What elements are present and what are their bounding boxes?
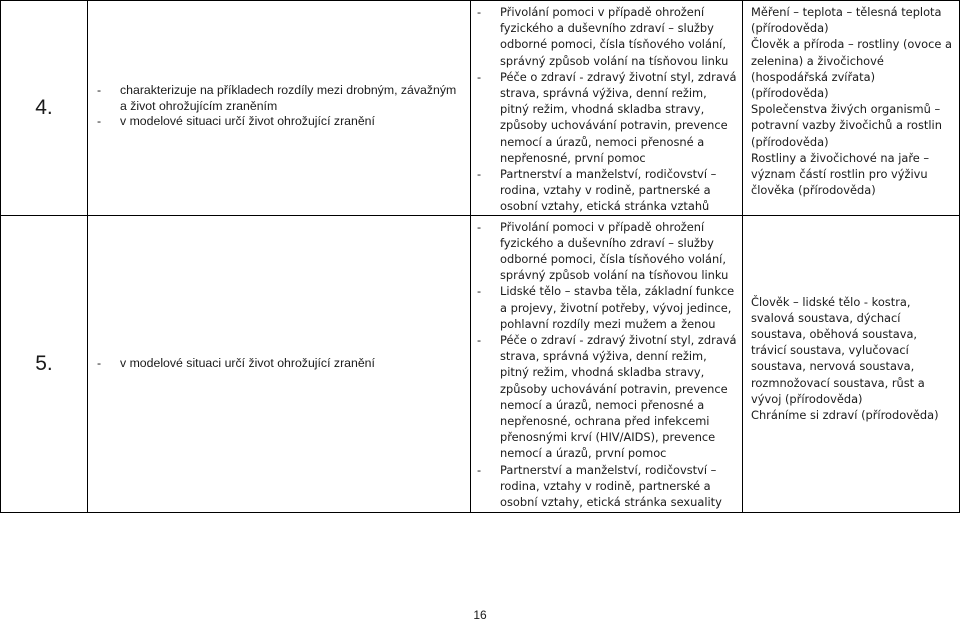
outcomes-cell: [88, 215, 471, 512]
content-item: - Péče o zdraví - zdravý životní styl, zdravá strava, správná výživa, denní režim, pitný režim, vhodná skladba stravy, způsoby uchovávání potravin, prevence nemocí a úrazů, nemoci přenosné a nepřenosné, ochrana před infekcemi přenosnými krví (HIV/AIDS), prevence nemocí a úrazů, první pomoc: [477, 333, 737, 461]
content-cell: [471, 215, 743, 512]
links-cell: [743, 1, 960, 216]
content-item: - Partnerství a manželství, rodičovství – rodina, vztahy v rodině, partnerské a osobní vztahy, etická stránka vztahů: [477, 167, 717, 214]
link-item: Společenstva živých organismů – potravní vazby živočichů a rostlin (přírodověda): [751, 102, 942, 149]
content-cell: [471, 1, 743, 216]
link-item: Měření – teplota – tělesná teplota (přírodověda): [751, 5, 942, 36]
content-item: - Přivolání pomoci v případě ohrožení fyzického a duševního zdraví – služby odborné pomoci, čísla tísňového volání, správný způsob volání na tísňovou linku: [477, 219, 729, 283]
link-item: Člověk – lidské tělo - kostra, svalová soustava, dýchací soustava, oběhová soustava, trávicí soustava, vylučovací soustava, nervová soustava, rozmnožovací soustava, růst a vývoj (přírodověda): [751, 294, 925, 406]
content-item: - Péče o zdraví - zdravý životní styl, zdravá strava, správná výživa, denní režim, pitný režim, vhodná skladba stravy, způsoby uchovávání potravin, prevence nemocí a úrazů, nemoci přenosné a nepřenosné, první pomoc: [477, 69, 737, 165]
row-number: 4.: [1, 1, 88, 216]
page-number: 16: [473, 608, 487, 622]
outcomes-cell: [88, 1, 471, 216]
links-cell: [743, 215, 960, 512]
link-item: Člověk a příroda – rostliny (ovoce a zelenina) a živočichové (hospodářská zvířata) (přírodověda): [751, 37, 952, 101]
table-row: [1, 215, 960, 512]
outcome-item: - v modelové situaci určí život ohrožující zranění: [97, 355, 375, 370]
table-row: [1, 1, 960, 216]
outcome-item: - v modelové situaci určí život ohrožující zranění: [97, 114, 375, 128]
content-item: - Partnerství a manželství, rodičovství – rodina, vztahy v rodině, partnerské a osobní vztahy, etická stránka sexuality: [477, 462, 722, 510]
link-item: Chráníme si zdraví (přírodověda): [751, 408, 939, 423]
content-item: - Lidské tělo – stavba těla, základní funkce a projevy, životní potřeby, vývoj jedince, pohlavní rozdíly mezi mužem a ženou: [477, 284, 735, 331]
row-number: 5.: [1, 215, 88, 512]
link-item: Rostliny a živočichové na jaře – význam částí rostlin pro výživu člověka (přírodověda): [751, 150, 930, 198]
content-item: - Přivolání pomoci v případě ohrožení fyzického a duševního zdraví – služby odborné pomoci, čísla tísňového volání, správný způsob volání na tísňovou linku: [477, 5, 729, 68]
outcome-item: - charakterizuje na příkladech rozdíly mezi drobným, závažným a život ohrožujícím zraněním: [97, 83, 457, 113]
